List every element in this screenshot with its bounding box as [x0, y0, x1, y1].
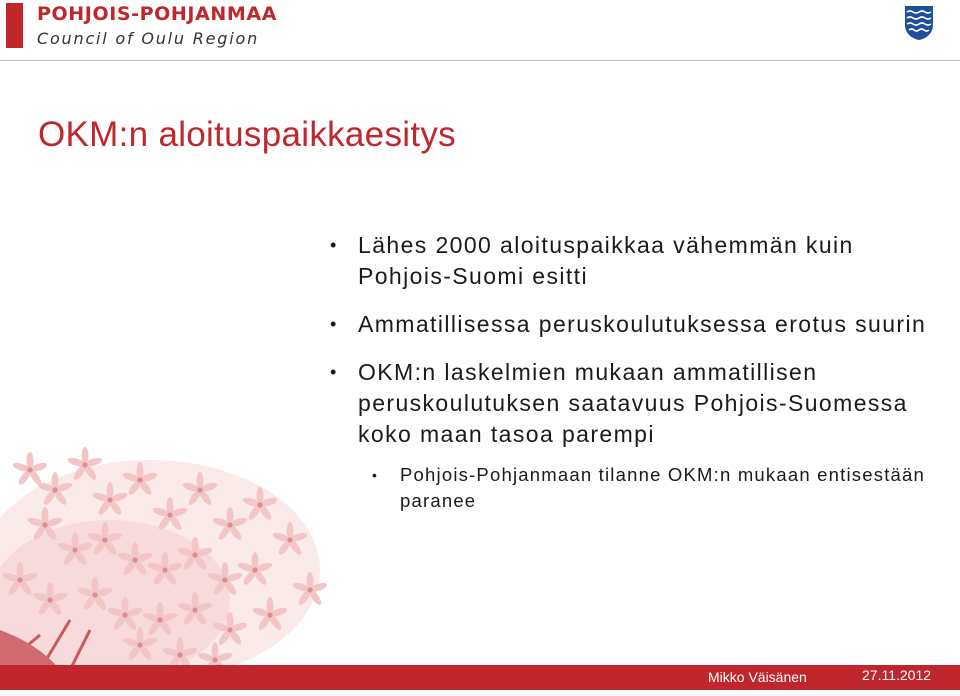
header-divider [0, 60, 960, 61]
bullet-marker: • [330, 362, 338, 382]
brand-subtitle: Council of Oulu Region [37, 29, 260, 48]
sub-bullet-marker: • [372, 467, 379, 483]
bullet-marker: • [330, 314, 338, 334]
sub-bullet-item [368, 462, 928, 514]
sub-bullet-list [368, 462, 928, 514]
footer-author: Mikko Väisänen [708, 669, 807, 685]
bullet-marker: • [330, 235, 338, 255]
bullet-text: OKM:n laskelmien mukaan ammatillisen peruskoulutuksen saatavuus Pohjois-Suomessa koko maan tasoa parempi [358, 359, 908, 447]
sub-bullet-text: Pohjois-Pohjanmaan tilanne OKM:n mukaan entisestään paranee [400, 464, 926, 511]
bullet-text: Lähes 2000 aloituspaikkaa vähemmän kuin Pohjois-Suomi esitti [358, 232, 854, 289]
footer-date: 27.11.2012 [862, 667, 932, 683]
slide-title: OKM:n aloituspaikkaesitys [38, 115, 456, 154]
bullet-item [328, 357, 928, 514]
bullet-item [328, 309, 928, 340]
bullet-item [328, 230, 928, 292]
footer-bar [0, 665, 960, 690]
coat-of-arms-icon [904, 5, 934, 41]
bullet-text: Ammatillisessa peruskoulutuksessa erotus suurin [358, 311, 927, 337]
brand-accent-bar [6, 3, 23, 48]
bullet-list [328, 230, 928, 531]
brand-name: POHJOIS-POHJANMAA [37, 3, 278, 25]
